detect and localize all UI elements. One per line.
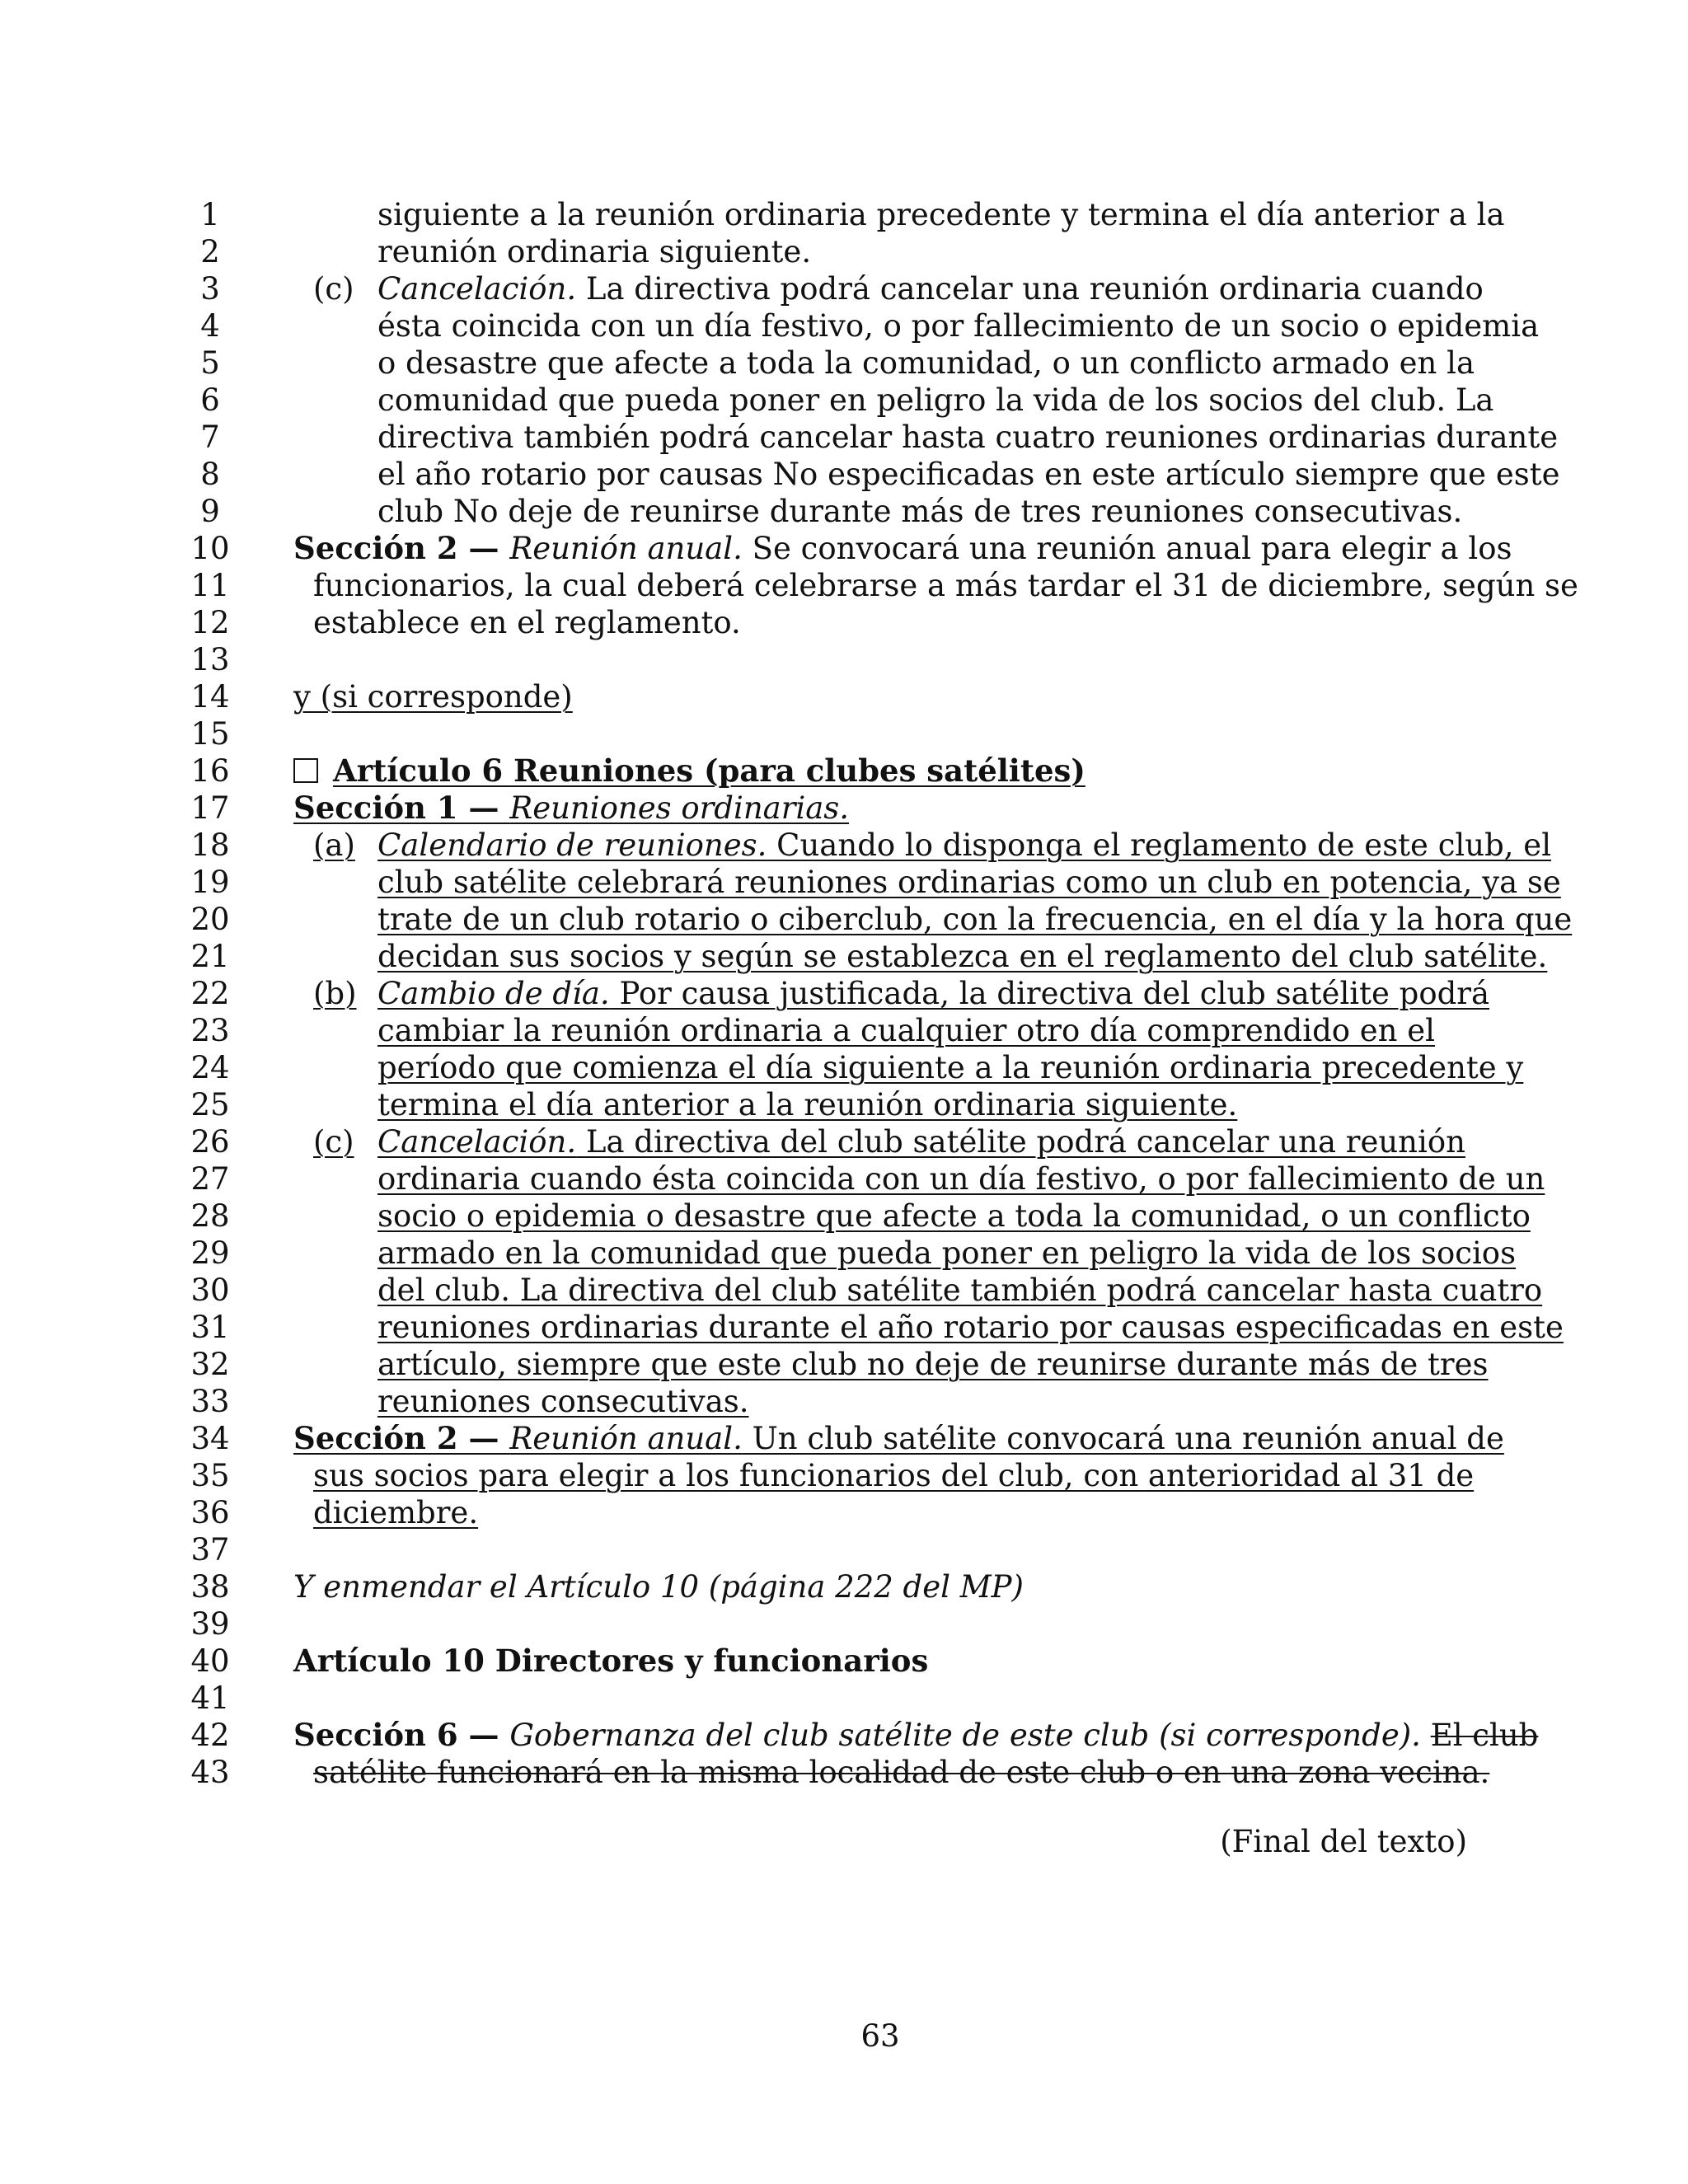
line-number: 12 bbox=[190, 605, 230, 640]
line-10 bbox=[0, 530, 1688, 567]
section-heading: Sección 2 — bbox=[293, 1420, 510, 1456]
line-9 bbox=[0, 493, 1688, 530]
line-text: establece en el reglamento. bbox=[313, 605, 741, 640]
line-number: 33 bbox=[190, 1384, 230, 1419]
line-text bbox=[293, 1420, 1504, 1457]
line-31 bbox=[0, 1309, 1688, 1346]
line-text bbox=[293, 790, 849, 827]
line-number: 21 bbox=[190, 939, 230, 974]
line-text: comunidad que pueda poner en peligro la vida de los socios del club. La bbox=[377, 382, 1494, 418]
line-text bbox=[293, 530, 1512, 567]
line-8 bbox=[0, 456, 1688, 493]
line-16 bbox=[0, 752, 1688, 790]
line-42 bbox=[0, 1717, 1688, 1754]
line-text: directiva también podrá cancelar hasta cuatro reuniones ordinarias durante bbox=[377, 419, 1559, 455]
line-number: 31 bbox=[190, 1310, 230, 1345]
line-29 bbox=[0, 1235, 1688, 1272]
line-12 bbox=[0, 604, 1688, 641]
line-number: 36 bbox=[190, 1495, 230, 1530]
line-text: artículo, siempre que este club no deje de reunirse durante más de tres bbox=[377, 1347, 1489, 1382]
line-number: 37 bbox=[190, 1532, 230, 1568]
line-text: trate de un club rotario o ciberclub, con la frecuencia, en el día y la hora que bbox=[377, 902, 1573, 937]
line-number: 29 bbox=[190, 1235, 230, 1271]
line-18 bbox=[0, 827, 1688, 864]
line-text: el año rotario por causas No especificadas en este artículo siempre que este bbox=[377, 457, 1560, 492]
line-text: del club. La directiva del club satélite también podrá cancelar hasta cuatro bbox=[377, 1272, 1543, 1308]
section-heading: Sección 2 — bbox=[293, 530, 510, 566]
line-number: 5 bbox=[200, 345, 220, 381]
line-text-rest: Se convocará una reunión anual para elegir a los bbox=[742, 531, 1512, 566]
line-26 bbox=[0, 1123, 1688, 1160]
line-number: 35 bbox=[190, 1458, 230, 1493]
line-35 bbox=[0, 1457, 1688, 1494]
line-text: club No deje de reunirse durante más de tres reuniones consecutivas. bbox=[377, 494, 1463, 529]
line-number: 7 bbox=[200, 419, 220, 455]
subsection-title: Cambio de día. bbox=[377, 976, 610, 1011]
line-number: 10 bbox=[190, 531, 230, 566]
line-text: club satélite celebrará reuniones ordinarias como un club en potencia, ya se bbox=[377, 865, 1561, 900]
subsection-title: Calendario de reuniones. bbox=[377, 827, 767, 863]
line-number: 4 bbox=[200, 308, 220, 344]
line-number: 38 bbox=[190, 1569, 230, 1605]
list-label: (c) bbox=[313, 271, 354, 307]
line-text: ésta coincida con un día festivo, o por fallecimiento de un socio o epidemia bbox=[377, 308, 1540, 344]
line-text bbox=[377, 270, 1484, 307]
line-number: 32 bbox=[190, 1347, 230, 1382]
line-4 bbox=[0, 307, 1688, 344]
line-text: cambiar la reunión ordinaria a cualquier otro día comprendido en el bbox=[377, 1013, 1436, 1048]
line-number: 1 bbox=[200, 197, 220, 232]
line-text: siguiente a la reunión ordinaria precedente y termina el día anterior a la bbox=[377, 197, 1505, 232]
section-title: Reunión anual. bbox=[509, 531, 743, 566]
line-14 bbox=[0, 678, 1688, 715]
line-text bbox=[293, 1717, 1538, 1754]
section-heading: Sección 6 — bbox=[293, 1717, 510, 1753]
line-19 bbox=[0, 864, 1688, 901]
line-number: 16 bbox=[190, 753, 230, 789]
line-number: 42 bbox=[190, 1718, 230, 1753]
line-number: 13 bbox=[190, 642, 230, 677]
line-text: reuniones ordinarias durante el año rotario por causas especificadas en este bbox=[377, 1310, 1564, 1345]
line-11 bbox=[0, 567, 1688, 604]
line-36 bbox=[0, 1494, 1688, 1531]
line-number: 39 bbox=[190, 1606, 230, 1642]
section-title: Reunión anual. bbox=[509, 1421, 743, 1456]
list-label: (b) bbox=[313, 976, 357, 1011]
line-text-rest: Por causa justificada, la directiva del club satélite podrá bbox=[609, 976, 1490, 1011]
line-number: 18 bbox=[190, 827, 230, 863]
line-number: 26 bbox=[190, 1124, 230, 1160]
line-17 bbox=[0, 790, 1688, 827]
line-22 bbox=[0, 975, 1688, 1012]
article-heading bbox=[293, 752, 1085, 790]
line-number: 28 bbox=[190, 1198, 230, 1234]
line-number: 30 bbox=[190, 1272, 230, 1308]
struck-text: El club bbox=[1430, 1718, 1539, 1753]
line-number: 17 bbox=[190, 790, 230, 826]
line-27 bbox=[0, 1160, 1688, 1197]
list-label: (c) bbox=[313, 1124, 354, 1160]
line-number: 2 bbox=[200, 234, 220, 269]
line-text: sus socios para elegir a los funcionarios del club, con anterioridad al 31 de bbox=[313, 1458, 1475, 1493]
line-text bbox=[377, 975, 1489, 1012]
line-number: 19 bbox=[190, 865, 230, 900]
line-text-rest: La directiva podrá cancelar una reunión ordinaria cuando bbox=[576, 271, 1484, 307]
line-number: 14 bbox=[190, 679, 230, 715]
article-title: Artículo 6 Reuniones (para clubes satélites) bbox=[333, 752, 1085, 789]
line-20 bbox=[0, 901, 1688, 938]
line-text: armado en la comunidad que pueda poner en peligro la vida de los socios bbox=[377, 1235, 1517, 1271]
line-3 bbox=[0, 270, 1688, 307]
line-number: 25 bbox=[190, 1087, 230, 1122]
line-number: 41 bbox=[190, 1680, 230, 1716]
struck-text: satélite funcionará en la misma localidad de este club o en una zona vecina. bbox=[313, 1755, 1490, 1790]
subsection-title: Cancelación. bbox=[377, 1124, 577, 1160]
line-25 bbox=[0, 1086, 1688, 1123]
line-text bbox=[377, 1123, 1465, 1160]
line-text-rest: Un club satélite convocará una reunión anual de bbox=[742, 1421, 1504, 1456]
section-title: Gobernanza del club satélite de este club (si corresponde). bbox=[509, 1718, 1421, 1753]
line-text: y (si corresponde) bbox=[293, 679, 573, 715]
line-number: 40 bbox=[190, 1643, 230, 1679]
line-number: 20 bbox=[190, 902, 230, 937]
line-text-rest: Cuando lo disponga el reglamento de este club, el bbox=[767, 827, 1552, 863]
amendment-instruction: Y enmendar el Artículo 10 (página 222 del MP) bbox=[293, 1569, 1024, 1605]
section-title: Reuniones ordinarias. bbox=[509, 790, 850, 826]
line-text: ordinaria cuando ésta coincida con un día festivo, o por fallecimiento de un bbox=[377, 1161, 1545, 1197]
line-34 bbox=[0, 1420, 1688, 1457]
line-number: 27 bbox=[190, 1161, 230, 1197]
line-5 bbox=[0, 344, 1688, 382]
line-24 bbox=[0, 1049, 1688, 1086]
line-number: 34 bbox=[190, 1421, 230, 1456]
line-number: 3 bbox=[200, 271, 220, 307]
line-number: 15 bbox=[190, 716, 230, 752]
checkbox-icon bbox=[293, 758, 318, 783]
line-28 bbox=[0, 1197, 1688, 1235]
line-6 bbox=[0, 382, 1688, 419]
line-text: reunión ordinaria siguiente. bbox=[377, 234, 812, 269]
line-38 bbox=[0, 1568, 1688, 1605]
line-text: funcionarios, la cual deberá celebrarse a más tardar el 31 de diciembre, según se bbox=[313, 568, 1578, 603]
line-number: 23 bbox=[190, 1013, 230, 1048]
line-33 bbox=[0, 1383, 1688, 1420]
line-text: o desastre que afecte a toda la comunidad, o un conflicto armado en la bbox=[377, 345, 1475, 381]
line-text: período que comienza el día siguiente a la reunión ordinaria precedente y bbox=[377, 1050, 1524, 1085]
line-text: decidan sus socios y según se establezca en el reglamento del club satélite. bbox=[377, 939, 1548, 974]
line-number: 6 bbox=[200, 382, 220, 418]
line-text: termina el día anterior a la reunión ordinaria siguiente. bbox=[377, 1087, 1238, 1122]
line-text: reuniones consecutivas. bbox=[377, 1384, 749, 1419]
line-32 bbox=[0, 1346, 1688, 1383]
end-of-text-note: (Final del texto) bbox=[1220, 1824, 1467, 1859]
article-heading: Artículo 10 Directores y funcionarios bbox=[293, 1643, 929, 1679]
line-2 bbox=[0, 233, 1688, 270]
line-number: 9 bbox=[200, 494, 220, 529]
line-text: socio o epidemia o desastre que afecte a toda la comunidad, o un conflicto bbox=[377, 1198, 1531, 1234]
line-23 bbox=[0, 1012, 1688, 1049]
subsection-title: Cancelación. bbox=[377, 271, 577, 307]
line-number: 43 bbox=[190, 1755, 230, 1790]
line-number: 24 bbox=[190, 1050, 230, 1085]
list-label: (a) bbox=[313, 827, 355, 863]
page-number: 63 bbox=[860, 2018, 900, 2054]
line-number: 22 bbox=[190, 976, 230, 1011]
line-number: 11 bbox=[190, 568, 230, 603]
line-text bbox=[377, 827, 1551, 864]
line-7 bbox=[0, 419, 1688, 456]
line-21 bbox=[0, 938, 1688, 975]
line-text-rest: La directiva del club satélite podrá cancelar una reunión bbox=[576, 1124, 1465, 1160]
line-30 bbox=[0, 1272, 1688, 1309]
line-40 bbox=[0, 1643, 1688, 1680]
line-43 bbox=[0, 1754, 1688, 1791]
line-text: diciembre. bbox=[313, 1495, 479, 1530]
line-number: 8 bbox=[200, 457, 220, 492]
section-heading: Sección 1 — bbox=[293, 790, 510, 826]
line-1 bbox=[0, 196, 1688, 233]
